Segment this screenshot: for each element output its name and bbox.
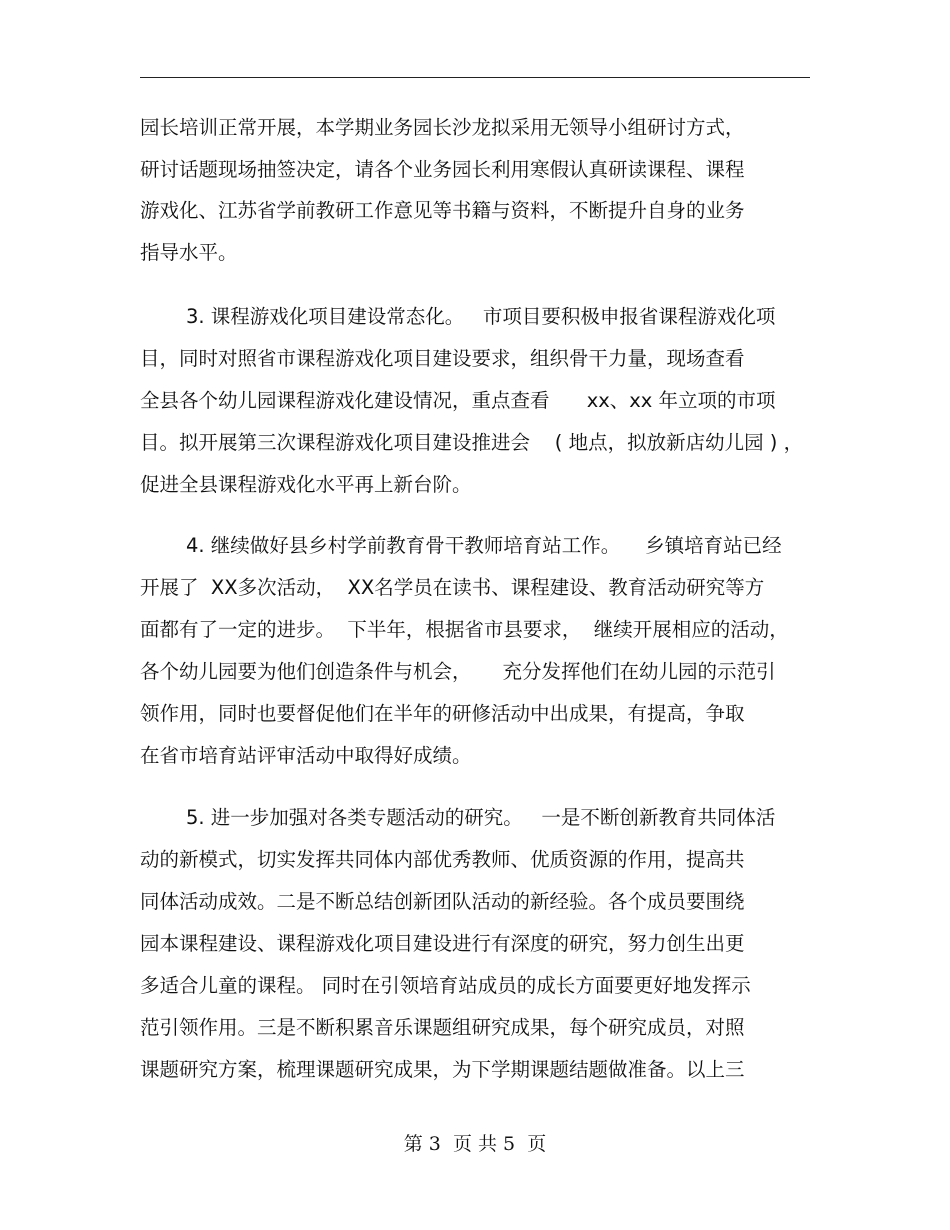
paragraph-2-line-1: 3. 课程游戏化项目建设常态化。 市项目要积极申报省课程游戏化项 <box>186 305 776 328</box>
paragraph-4-line-4: 园本课程建设、课程游戏化项目建设进行有深度的研究，努力创生出更 <box>140 932 745 955</box>
paragraph-2-line-2: 目，同时对照省市课程游戏化项目建设要求，组织骨干力量，现场查看 <box>140 347 745 370</box>
paragraph-4-line-5: 多适合儿童的课程。 同时在引领培育站成员的成长方面要更好地发挥示 <box>140 974 751 997</box>
paragraph-1-line-2: 研讨话题现场抽签决定，请各个业务园长利用寒假认真研读课程、课程 <box>140 158 745 181</box>
paragraph-4-line-2: 动的新模式，切实发挥共同体内部优秀教师、优质资源的作用，提高共 <box>140 848 745 871</box>
paragraph-1-line-1: 园长培训正常开展，本学期业务园长沙龙拟采用无领导小组研讨方式， <box>140 116 745 139</box>
paragraph-3-line-6: 在省市培育站评审活动中取得好成绩。 <box>140 744 472 767</box>
paragraph-2-line-5: 促进全县课程游戏化水平再上新台阶。 <box>140 473 472 496</box>
paragraph-4-line-3: 同体活动成效。二是不断总结创新团队活动的新经验。各个成员要围绕 <box>140 890 745 913</box>
paragraph-3-line-3: 面都有了一定的进步。 下半年，根据省市县要求， 继续开展相应的活动， <box>140 618 789 641</box>
paragraph-4-line-6: 范引领作用。三是不断积累音乐课题组研究成果，每个研究成员，对照 <box>140 1016 745 1039</box>
paragraph-3-line-2: 开展了 XX多次活动， XX名学员在读书、课程建设、教育活动研究等方 <box>140 576 765 599</box>
paragraph-1-line-4: 指导水平。 <box>140 241 238 264</box>
paragraph-2-line-4: 目。拟开展第三次课程游戏化项目建设推进会 ( 地点，拟放新店幼儿园 ) ， <box>140 431 804 454</box>
paragraph-4-line-7: 课题研究方案，梳理课题研究成果，为下学期课题结题做准备。以上三 <box>140 1058 745 1081</box>
paragraph-3-line-5: 领作用，同时也要督促他们在半年的研修活动中出成果，有提高，争取 <box>140 702 745 725</box>
paragraph-3-line-1: 4. 继续做好县乡村学前教育骨干教师培育站工作。 乡镇培育站已经 <box>186 534 782 557</box>
paragraph-1-line-3: 游戏化、江苏省学前教研工作意见等书籍与资料，不断提升自身的业务 <box>140 199 745 222</box>
header-rule <box>140 77 810 78</box>
paragraph-2-line-3: 全县各个幼儿园课程游戏化建设情况，重点查看 xx、xx 年立项的市项 <box>140 389 776 412</box>
paragraph-4-line-1: 5. 进一步加强对各类专题活动的研究。 一是不断创新教育共同体活 <box>186 806 776 829</box>
page-number-footer: 第 3 页 共 5 页 <box>403 1133 547 1155</box>
paragraph-3-line-4: 各个幼儿园要为他们创造条件与机会， 充分发挥他们在幼儿园的示范引 <box>140 660 776 683</box>
